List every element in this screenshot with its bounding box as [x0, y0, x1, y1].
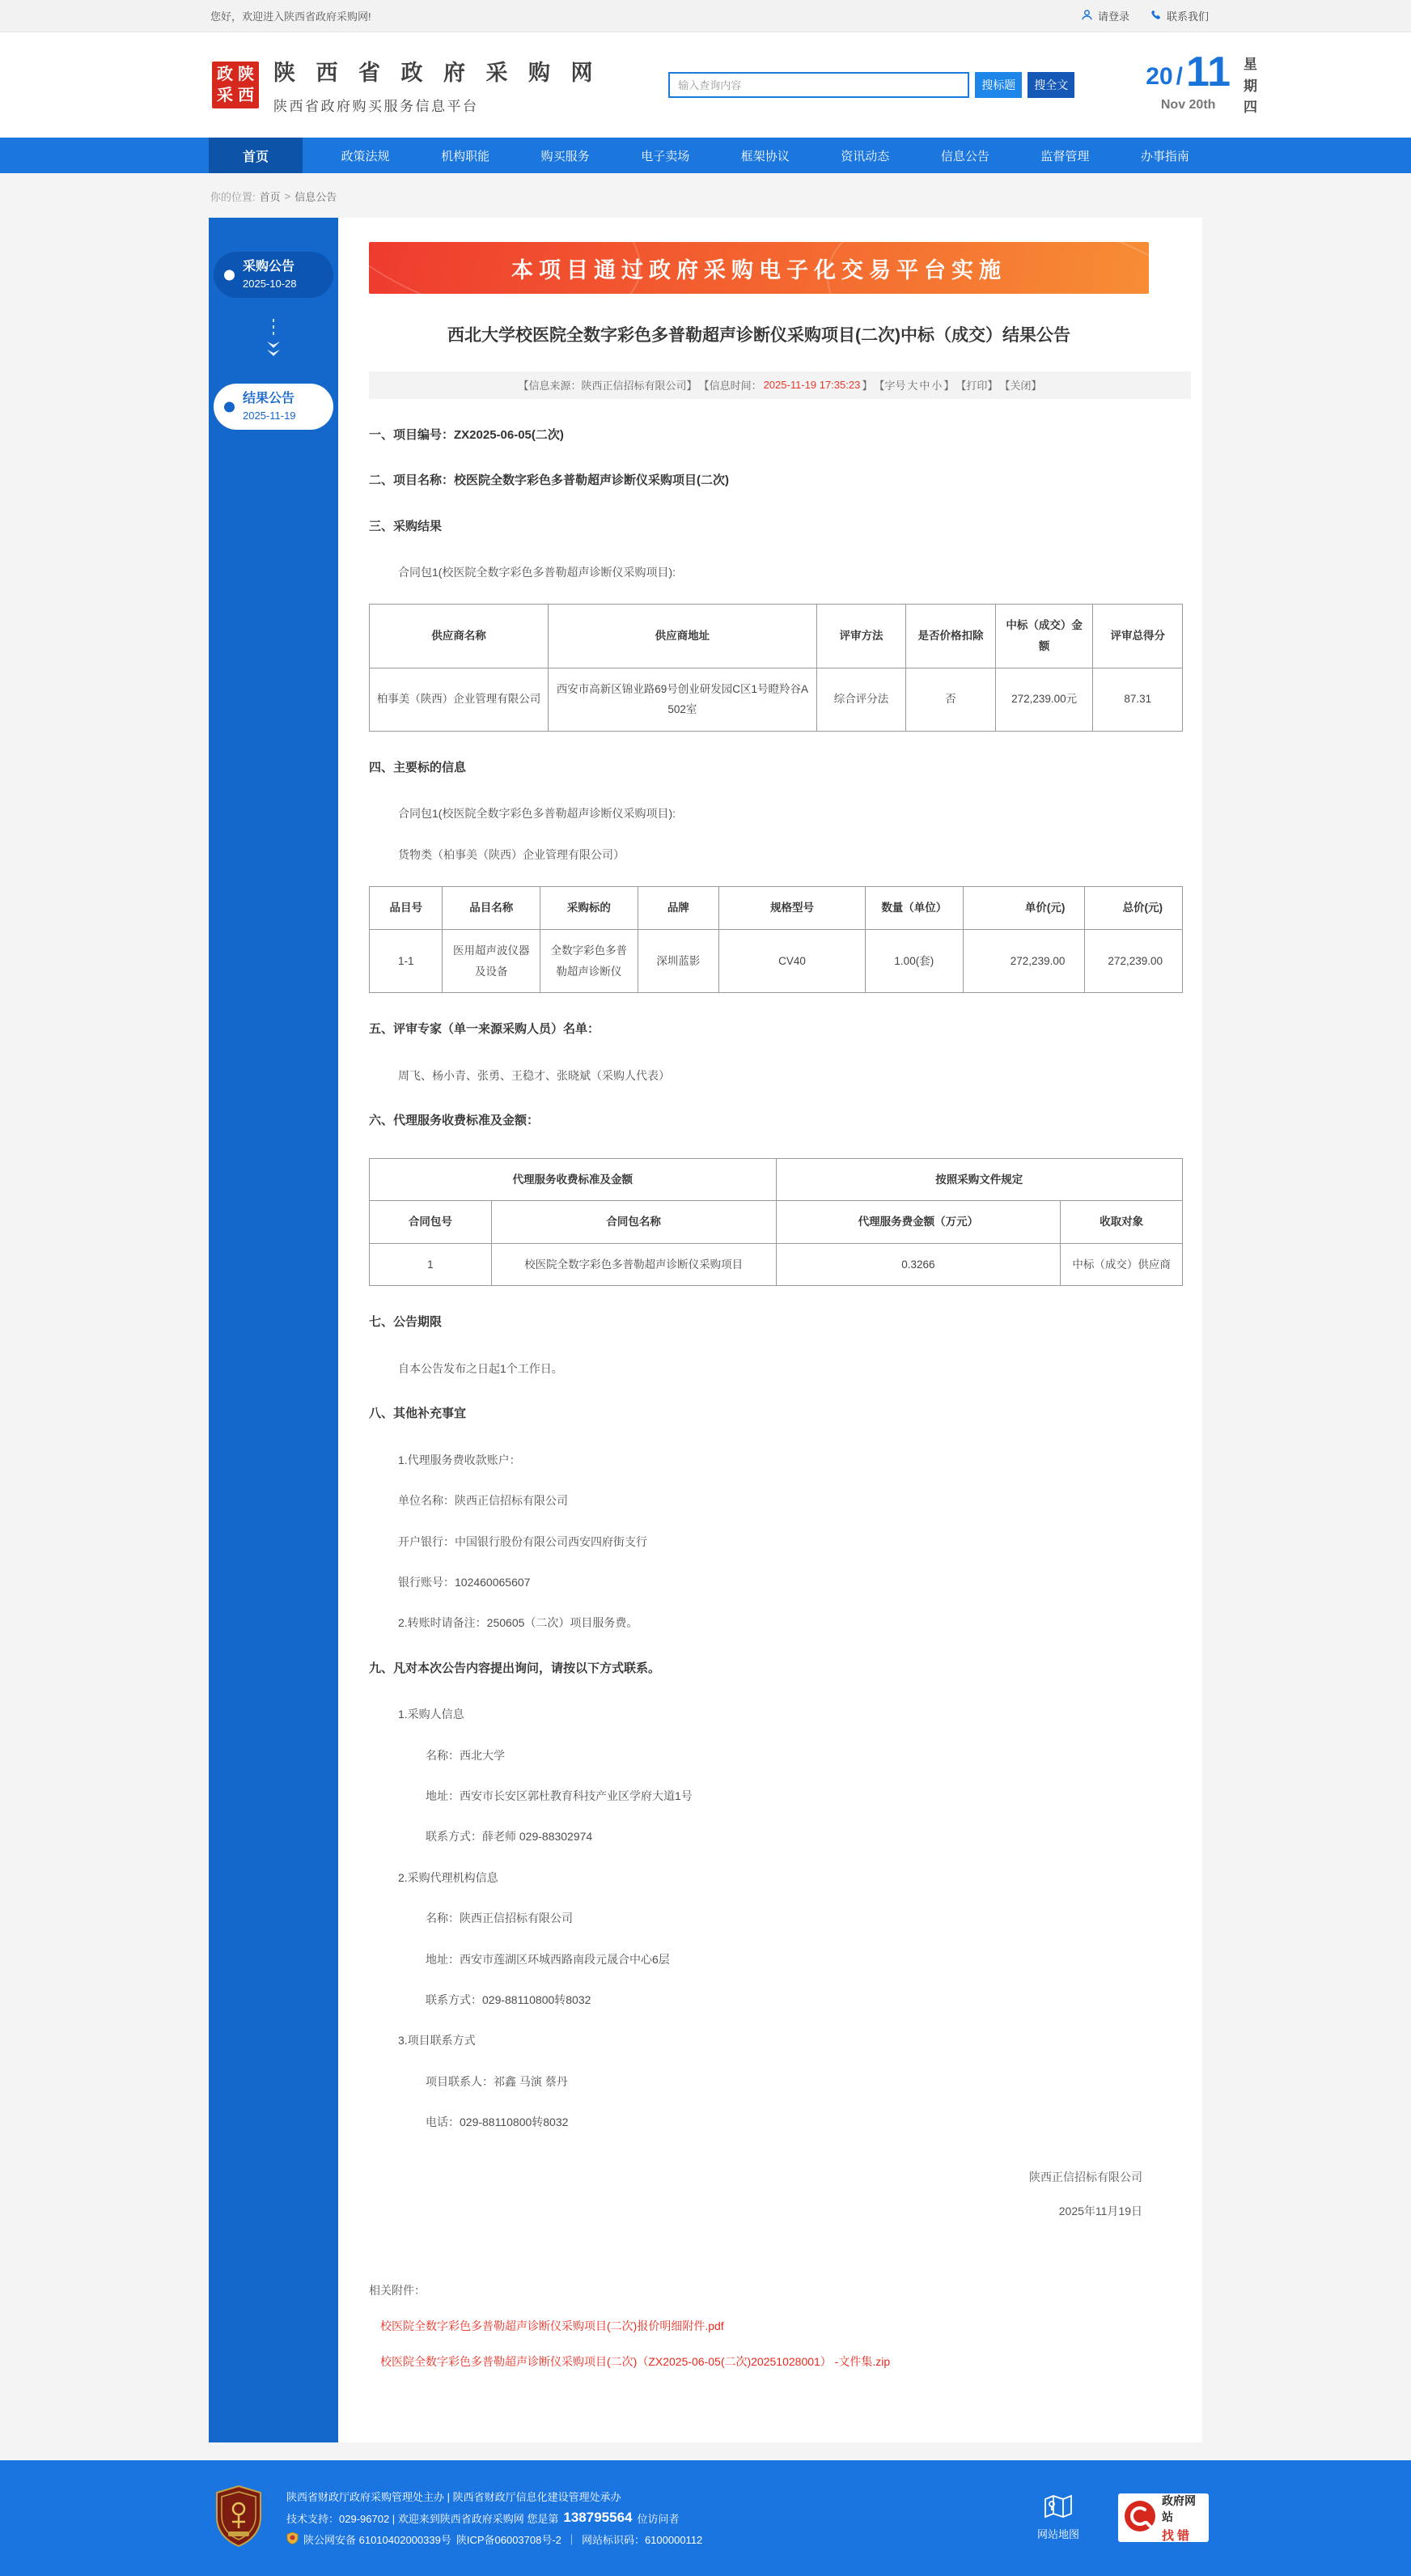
error-badge-title: 政府网站	[1162, 2493, 1196, 2523]
table-group-header-row	[370, 1158, 1183, 1201]
fontsize-large-button[interactable]: 大	[907, 380, 918, 392]
contact-label: 联系我们	[1166, 11, 1209, 23]
announcement-timeline-sidebar	[209, 218, 338, 2442]
nav-item-guide[interactable]: 办事指南	[1140, 149, 1189, 163]
col-header: 代理服务费金额（万元）	[776, 1201, 1061, 1244]
search-fulltext-button[interactable]: 搜全文	[1028, 72, 1074, 98]
welcome-text: 您好，欢迎进入陕西省政府采购网!	[210, 11, 371, 23]
table-row	[370, 668, 1183, 731]
breadcrumb-current[interactable]: 信息公告	[294, 191, 337, 203]
timeline-step-label: 采购公告	[243, 260, 295, 274]
content-panel	[209, 218, 1202, 2442]
search-area	[668, 72, 1074, 98]
timeline-step-result-announcement[interactable]	[214, 384, 333, 430]
footer-organizer-line: 陕西省财政厅政府采购管理处主办 | 陕西省财政厅信息化建设管理处承办	[286, 2491, 621, 2504]
cell-unit-price: 272,239.00	[963, 929, 1085, 992]
col-header: 数量（单位）	[866, 887, 964, 930]
weekday-char: 四	[1244, 100, 1257, 116]
attachments-label: 相关附件：	[369, 2283, 426, 2297]
section-9-line: 联系方式：薛老师 029-88302974	[426, 1830, 593, 1844]
main-nav	[0, 138, 1411, 173]
footer-registration-line	[286, 2531, 702, 2547]
col-header: 单价(元)	[963, 887, 1085, 930]
col-header: 评审方法	[816, 605, 906, 668]
search-input[interactable]	[668, 72, 969, 98]
procurement-emblem-icon	[212, 2485, 265, 2552]
section-1-project-number: 一、项目编号：ZX2025-06-05(二次)	[369, 427, 564, 442]
section-9-line: 项目联系人：祁鑫 马演 蔡丹	[426, 2074, 568, 2088]
cell-package-name: 校医院全数字彩色多普勒超声诊断仪采购项目	[491, 1243, 776, 1286]
attachment-pdf-link[interactable]: 校医院全数字彩色多普勒超声诊断仪采购项目(二次)报价明细附件.pdf	[380, 2319, 724, 2332]
visitor-counter: 138795564	[563, 2510, 633, 2526]
group-header-fee-standard: 代理服务收费标准及金额	[370, 1158, 777, 1201]
footer-visitor-suffix: 位访问者	[637, 2512, 680, 2525]
section-9-line: 地址：西安市长安区郭杜教育科技产业区学府大道1号	[426, 1789, 693, 1803]
cell-brand: 深圳蓝影	[638, 929, 719, 992]
col-header: 中标（成交）金额	[995, 605, 1093, 668]
cell-item-no: 1-1	[370, 929, 443, 992]
nav-item-policies[interactable]: 政策法规	[341, 149, 390, 163]
col-header: 总价(元)	[1085, 887, 1183, 930]
nav-item-purchase-services[interactable]: 购买服务	[540, 149, 590, 163]
section-9-line: 地址：西安市莲湖区环城西路南段元晟合中心6层	[426, 1952, 670, 1966]
cell-quantity: 1.00(套)	[866, 929, 964, 992]
weekday-vertical	[1244, 53, 1257, 116]
phone-icon	[1150, 9, 1162, 23]
attachment-zip-link[interactable]: 校医院全数字彩色多普勒超声诊断仪采购项目(二次)（ZX2025-06-05(二次)20251028001） -文件集.zip	[380, 2354, 891, 2368]
map-icon	[1044, 2494, 1073, 2521]
footer-support-line	[286, 2510, 702, 2526]
col-header: 评审总得分	[1093, 605, 1183, 668]
procurement-result-table	[369, 604, 1183, 732]
section-9-line: 名称：陕西正信招标有限公司	[426, 1912, 573, 1925]
section-8-heading: 八、其他补充事宜	[369, 1407, 467, 1421]
fontsize-small-button[interactable]: 小	[931, 380, 943, 392]
section-7-text: 自本公告发布之日起1个工作日。	[398, 1361, 563, 1375]
cell-total-score: 87.31	[1093, 668, 1183, 731]
gov-site-error-report-badge[interactable]	[1118, 2493, 1209, 2542]
section-8-line: 2.转账时请备注：250605（二次）项目服务费。	[398, 1616, 638, 1630]
nav-item-news[interactable]: 资讯动态	[841, 149, 890, 163]
section-2-project-name: 二、项目名称：校医院全数字彩色多普勒超声诊断仪采购项目(二次)	[369, 473, 729, 487]
section-3-result-heading: 三、采购结果	[369, 519, 443, 533]
site-logo-seal[interactable]	[210, 60, 261, 110]
user-icon	[1081, 9, 1093, 23]
col-header: 合同包号	[370, 1201, 492, 1244]
section-9-line: 联系方式：029-88110800转8032	[426, 1993, 591, 2007]
section-8-line: 开户银行：中国银行股份有限公司西安四府街支行	[398, 1534, 647, 1548]
date-month: 11	[1186, 49, 1231, 96]
login-link[interactable]	[1081, 8, 1129, 23]
weekday-char: 期	[1244, 78, 1257, 94]
nav-item-announcements[interactable]: 信息公告	[940, 149, 989, 163]
date-day: 20	[1146, 63, 1173, 91]
site-header	[0, 32, 1411, 138]
meta-source: 【信息来源：陕西正信招标有限公司】	[518, 380, 697, 392]
contact-link[interactable]	[1150, 8, 1209, 23]
breadcrumb	[0, 173, 1411, 218]
col-header: 规格型号	[719, 887, 866, 930]
timeline-dot	[224, 401, 235, 412]
top-utility-bar	[0, 0, 1411, 32]
fontsize-medium-button[interactable]: 中	[919, 380, 930, 392]
cell-award-amount: 272,239.00元	[995, 668, 1093, 731]
bid-items-table	[369, 886, 1183, 993]
print-button[interactable]: 【打印】	[955, 380, 998, 392]
error-report-icon	[1123, 2499, 1157, 2537]
sitemap-link[interactable]	[1037, 2494, 1079, 2541]
nav-item-framework[interactable]: 框架协议	[740, 149, 790, 163]
section-8-line: 银行账号：102460065607	[398, 1576, 531, 1589]
meta-time-suffix: 】	[862, 380, 873, 392]
section-7-heading: 七、公告期限	[369, 1315, 443, 1330]
date-block	[1146, 49, 1257, 116]
signature-company: 陕西正信招标有限公司	[1029, 2170, 1142, 2183]
breadcrumb-home[interactable]: 首页	[259, 191, 281, 203]
timeline-dot	[224, 269, 235, 280]
group-header-per-document: 按照采购文件规定	[776, 1158, 1183, 1201]
col-header: 供应商名称	[370, 605, 549, 668]
cell-model: CV40	[719, 929, 866, 992]
cell-bid-subject: 全数字彩色多普勒超声诊断仪	[540, 929, 638, 992]
section-9-line: 电话：029-88110800转8032	[426, 2116, 569, 2129]
article-meta-bar	[369, 371, 1191, 399]
col-header: 合同包名称	[491, 1201, 776, 1244]
signature-block	[369, 2169, 1142, 2219]
logo-char: 采	[217, 87, 233, 104]
page-title: 西北大学校医院全数字彩色多普勒超声诊断仪采购项目(二次)中标（成交）结果公告	[447, 326, 1070, 345]
cell-fee-payer: 中标（成交）供应商	[1061, 1243, 1183, 1286]
nav-item-functions[interactable]: 机构职能	[441, 149, 490, 163]
date-english: Nov 20th	[1160, 98, 1216, 112]
col-header: 供应商地址	[549, 605, 817, 668]
sitemap-label: 网站地图	[1036, 2528, 1079, 2541]
logo-char: 西	[238, 87, 254, 104]
col-header: 品目号	[370, 887, 443, 930]
table-header-row	[370, 1201, 1183, 1244]
timeline-step-date: 2025-11-19	[243, 410, 296, 422]
footer-support-text: 技术支持：029-96702 | 欢迎来到陕西省政府采购网 您是第	[286, 2512, 559, 2525]
site-footer	[0, 2460, 1411, 2576]
cell-review-method: 综合评分法	[816, 668, 906, 731]
meta-time-prefix: 【信息时间：	[698, 380, 762, 392]
footer-icp[interactable]: 陕ICP备06003708号-2	[456, 2534, 561, 2547]
section-9-line: 1.采购人信息	[398, 1708, 464, 1721]
site-subtitle: 陕西省政府购买服务信息平台	[273, 99, 479, 114]
col-header: 采购标的	[540, 887, 638, 930]
footer-beian[interactable]: 陕公网安备 61010402000339号	[303, 2534, 451, 2547]
section-5-heading: 五、评审专家（单一来源采购人员）名单：	[369, 1022, 600, 1037]
col-header: 是否价格扣除	[906, 605, 996, 668]
nav-item-supervision[interactable]: 监督管理	[1040, 149, 1090, 163]
nav-item-home[interactable]: 首页	[209, 138, 303, 173]
breadcrumb-separator: >	[284, 190, 291, 202]
col-header: 收取对象	[1061, 1201, 1183, 1244]
section-4-package-note: 合同包1(校医院全数字彩色多普勒超声诊断仪采购项目):	[398, 807, 676, 821]
section-9-line: 名称：西北大学	[426, 1748, 505, 1762]
section-9-line: 2.采购代理机构信息	[398, 1870, 498, 1884]
logo-char: 陕	[238, 66, 254, 83]
section-8-line: 单位名称：陕西正信招标有限公司	[398, 1494, 568, 1508]
section-8-line: 1.代理服务费收款账户：	[398, 1453, 521, 1466]
timeline-step-procurement-announcement[interactable]	[214, 252, 333, 298]
attachments-section	[369, 2282, 1191, 2370]
cell-fee-amount: 0.3266	[776, 1243, 1061, 1286]
weekday-char: 星	[1244, 57, 1257, 73]
cell-package-no: 1	[370, 1243, 492, 1286]
meta-time-value: 2025-11-19 17:35:23	[763, 379, 861, 391]
agency-fee-table	[369, 1158, 1183, 1287]
col-header: 品目名称	[443, 887, 540, 930]
cell-supplier-name: 柏事美（陕西）企业管理有限公司	[370, 668, 549, 731]
section-3-package-note: 合同包1(校医院全数字彩色多普勒超声诊断仪采购项目):	[398, 566, 676, 579]
section-6-heading: 六、代理服务收费标准及金额：	[369, 1114, 540, 1128]
platform-banner: 本项目通过政府采购电子化交易平台实施	[369, 242, 1149, 294]
timeline-step-date: 2025-10-28	[243, 278, 297, 290]
meta-fontsize-suffix: 】	[943, 380, 955, 392]
breadcrumb-prefix: 你的位置:	[210, 191, 256, 203]
cell-item-category: 医用超声波仪器及设备	[443, 929, 540, 992]
cell-supplier-address: 西安市高新区锦业路69号创业研发园C区1号瞪羚谷A502室	[549, 668, 817, 731]
section-4-goods-note: 货物类（柏事美（陕西）企业管理有限公司）	[398, 847, 625, 861]
logo-char: 政	[217, 66, 233, 83]
announcement-article	[338, 218, 1202, 2442]
error-badge-subtitle: 找错	[1162, 2528, 1193, 2543]
meta-fontsize-label: 【字号	[874, 380, 906, 392]
footer-site-code: 网站标识码：6100000112	[581, 2534, 703, 2547]
site-name: 陕 西 省 政 府 采 购 网	[273, 61, 600, 85]
table-row	[370, 1243, 1183, 1286]
cell-total-price: 272,239.00	[1085, 929, 1183, 992]
login-label: 请登录	[1097, 11, 1129, 23]
nav-item-e-mall[interactable]: 电子卖场	[641, 149, 690, 163]
col-header: 品牌	[638, 887, 719, 930]
security-badge-icon	[286, 2531, 299, 2547]
table-header-row	[370, 887, 1183, 930]
section-4-heading: 四、主要标的信息	[369, 760, 467, 774]
footer-divider: ｜	[566, 2534, 577, 2547]
date-separator: /	[1176, 63, 1184, 91]
cell-price-deduction: 否	[906, 668, 996, 731]
section-9-line: 3.项目联系方式	[398, 2034, 476, 2048]
timeline-step-label: 结果公告	[243, 392, 295, 405]
section-9-heading: 九、凡对本次公告内容提出询问，请按以下方式联系。	[369, 1661, 661, 1675]
close-button[interactable]: 【关闭】	[999, 380, 1042, 392]
timeline-down-arrow-icon	[209, 317, 338, 364]
table-header-row	[370, 605, 1183, 668]
table-row	[370, 929, 1183, 992]
signature-date: 2025年11月19日	[1058, 2204, 1142, 2217]
section-5-experts: 周飞、杨小青、张勇、王稳才、张晓斌（采购人代表）	[398, 1068, 670, 1082]
search-title-button[interactable]: 搜标题	[975, 72, 1022, 98]
